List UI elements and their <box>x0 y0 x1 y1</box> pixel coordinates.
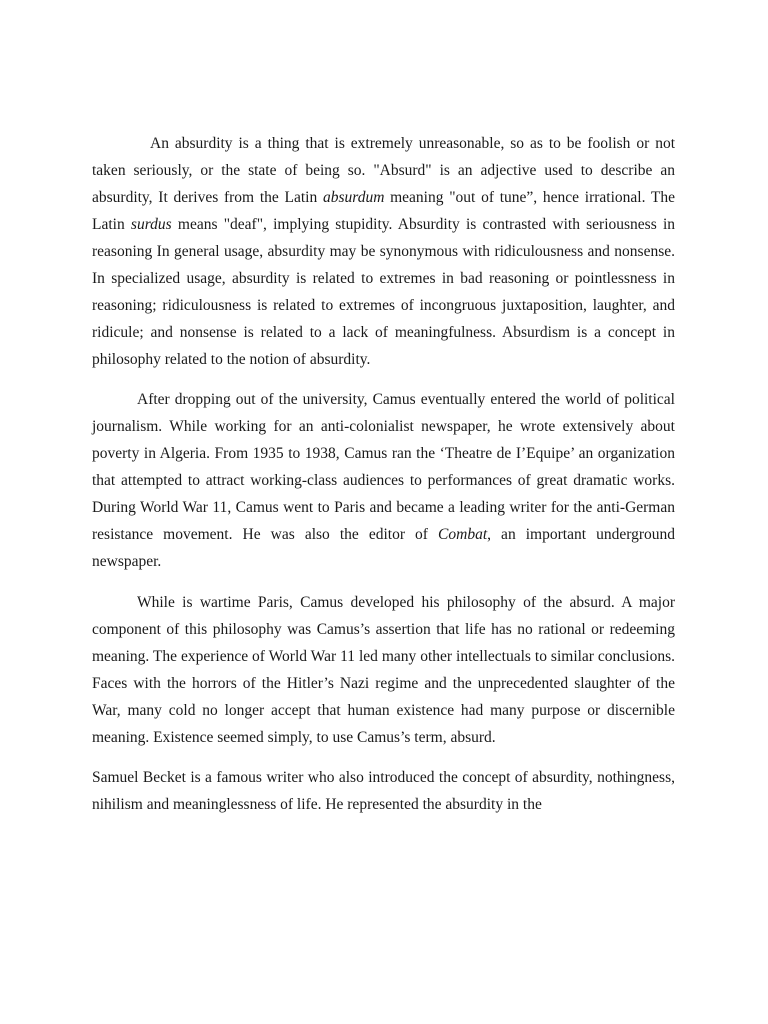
italic-term-combat: Combat <box>438 526 488 543</box>
text-run: After dropping out of the university, Camus eventually entered the world of political journalism. While working for an anti-colonialist newspaper, he wrote extensively about poverty in Algeria. From 1935 to 1938, Camus ran the ‘Theatre de I’Equipe’ an organization that attempted to attract working-class audiences to performances of great dramatic works. During World War 11, Camus went to Paris and became a leading writer for the anti-German resistance movement. He was also the editor of <box>92 391 675 543</box>
paragraph-camus-philosophy: While is wartime Paris, Camus developed his philosophy of the absurd. A major component of this philosophy was Camus’s assertion that life has no rational or redeeming meaning. The experience of World War 11 led many other intellectuals to similar conclusions. Faces with the horrors of the Hitler’s Nazi regime and the unprecedented slaughter of the War, many cold no longer accept that human existence had many purpose or discernible meaning. Existence seemed simply, to use Camus’s term, absurd. <box>92 594 675 746</box>
paragraph-samuel-becket: Samuel Becket is a famous writer who also introduced the concept of absurdity, nothingness, nihilism and meaninglessness of life. He represented the absurdity in the <box>92 769 675 813</box>
italic-term-surdus: surdus <box>130 216 172 233</box>
text-run: An absurdity is a thing that is extremely unreasonable, so as to be foolish or not taken seriously, or the state of being so. "Absurd" is an adjective used to describe an absurdity, It derives from the Latin <box>92 135 675 206</box>
text-run: , an important underground newspaper. <box>92 526 675 570</box>
italic-term-absurdum: absurdum <box>322 189 385 206</box>
paragraph-absurdity-definition <box>92 130 675 373</box>
document-page <box>92 130 675 818</box>
text-run: means "deaf", implying stupidity. Absurdity is contrasted with seriousness in reasoning In general usage, absurdity may be synonymous with ridiculousness and nonsense. In specialized usage, absurdity is related to extremes in bad reasoning or pointlessness in reasoning; ridiculousness is related to extremes of incongruous juxtaposition, laughter, and ridicule; and nonsense is related to a lack of meaningfulness. Absurdism is a concept in philosophy related to the notion of absurdity. <box>92 216 676 368</box>
text-run: meaning "out of tune”, hence irrational. The Latin <box>92 189 676 233</box>
paragraph-camus-journalism <box>92 386 675 575</box>
